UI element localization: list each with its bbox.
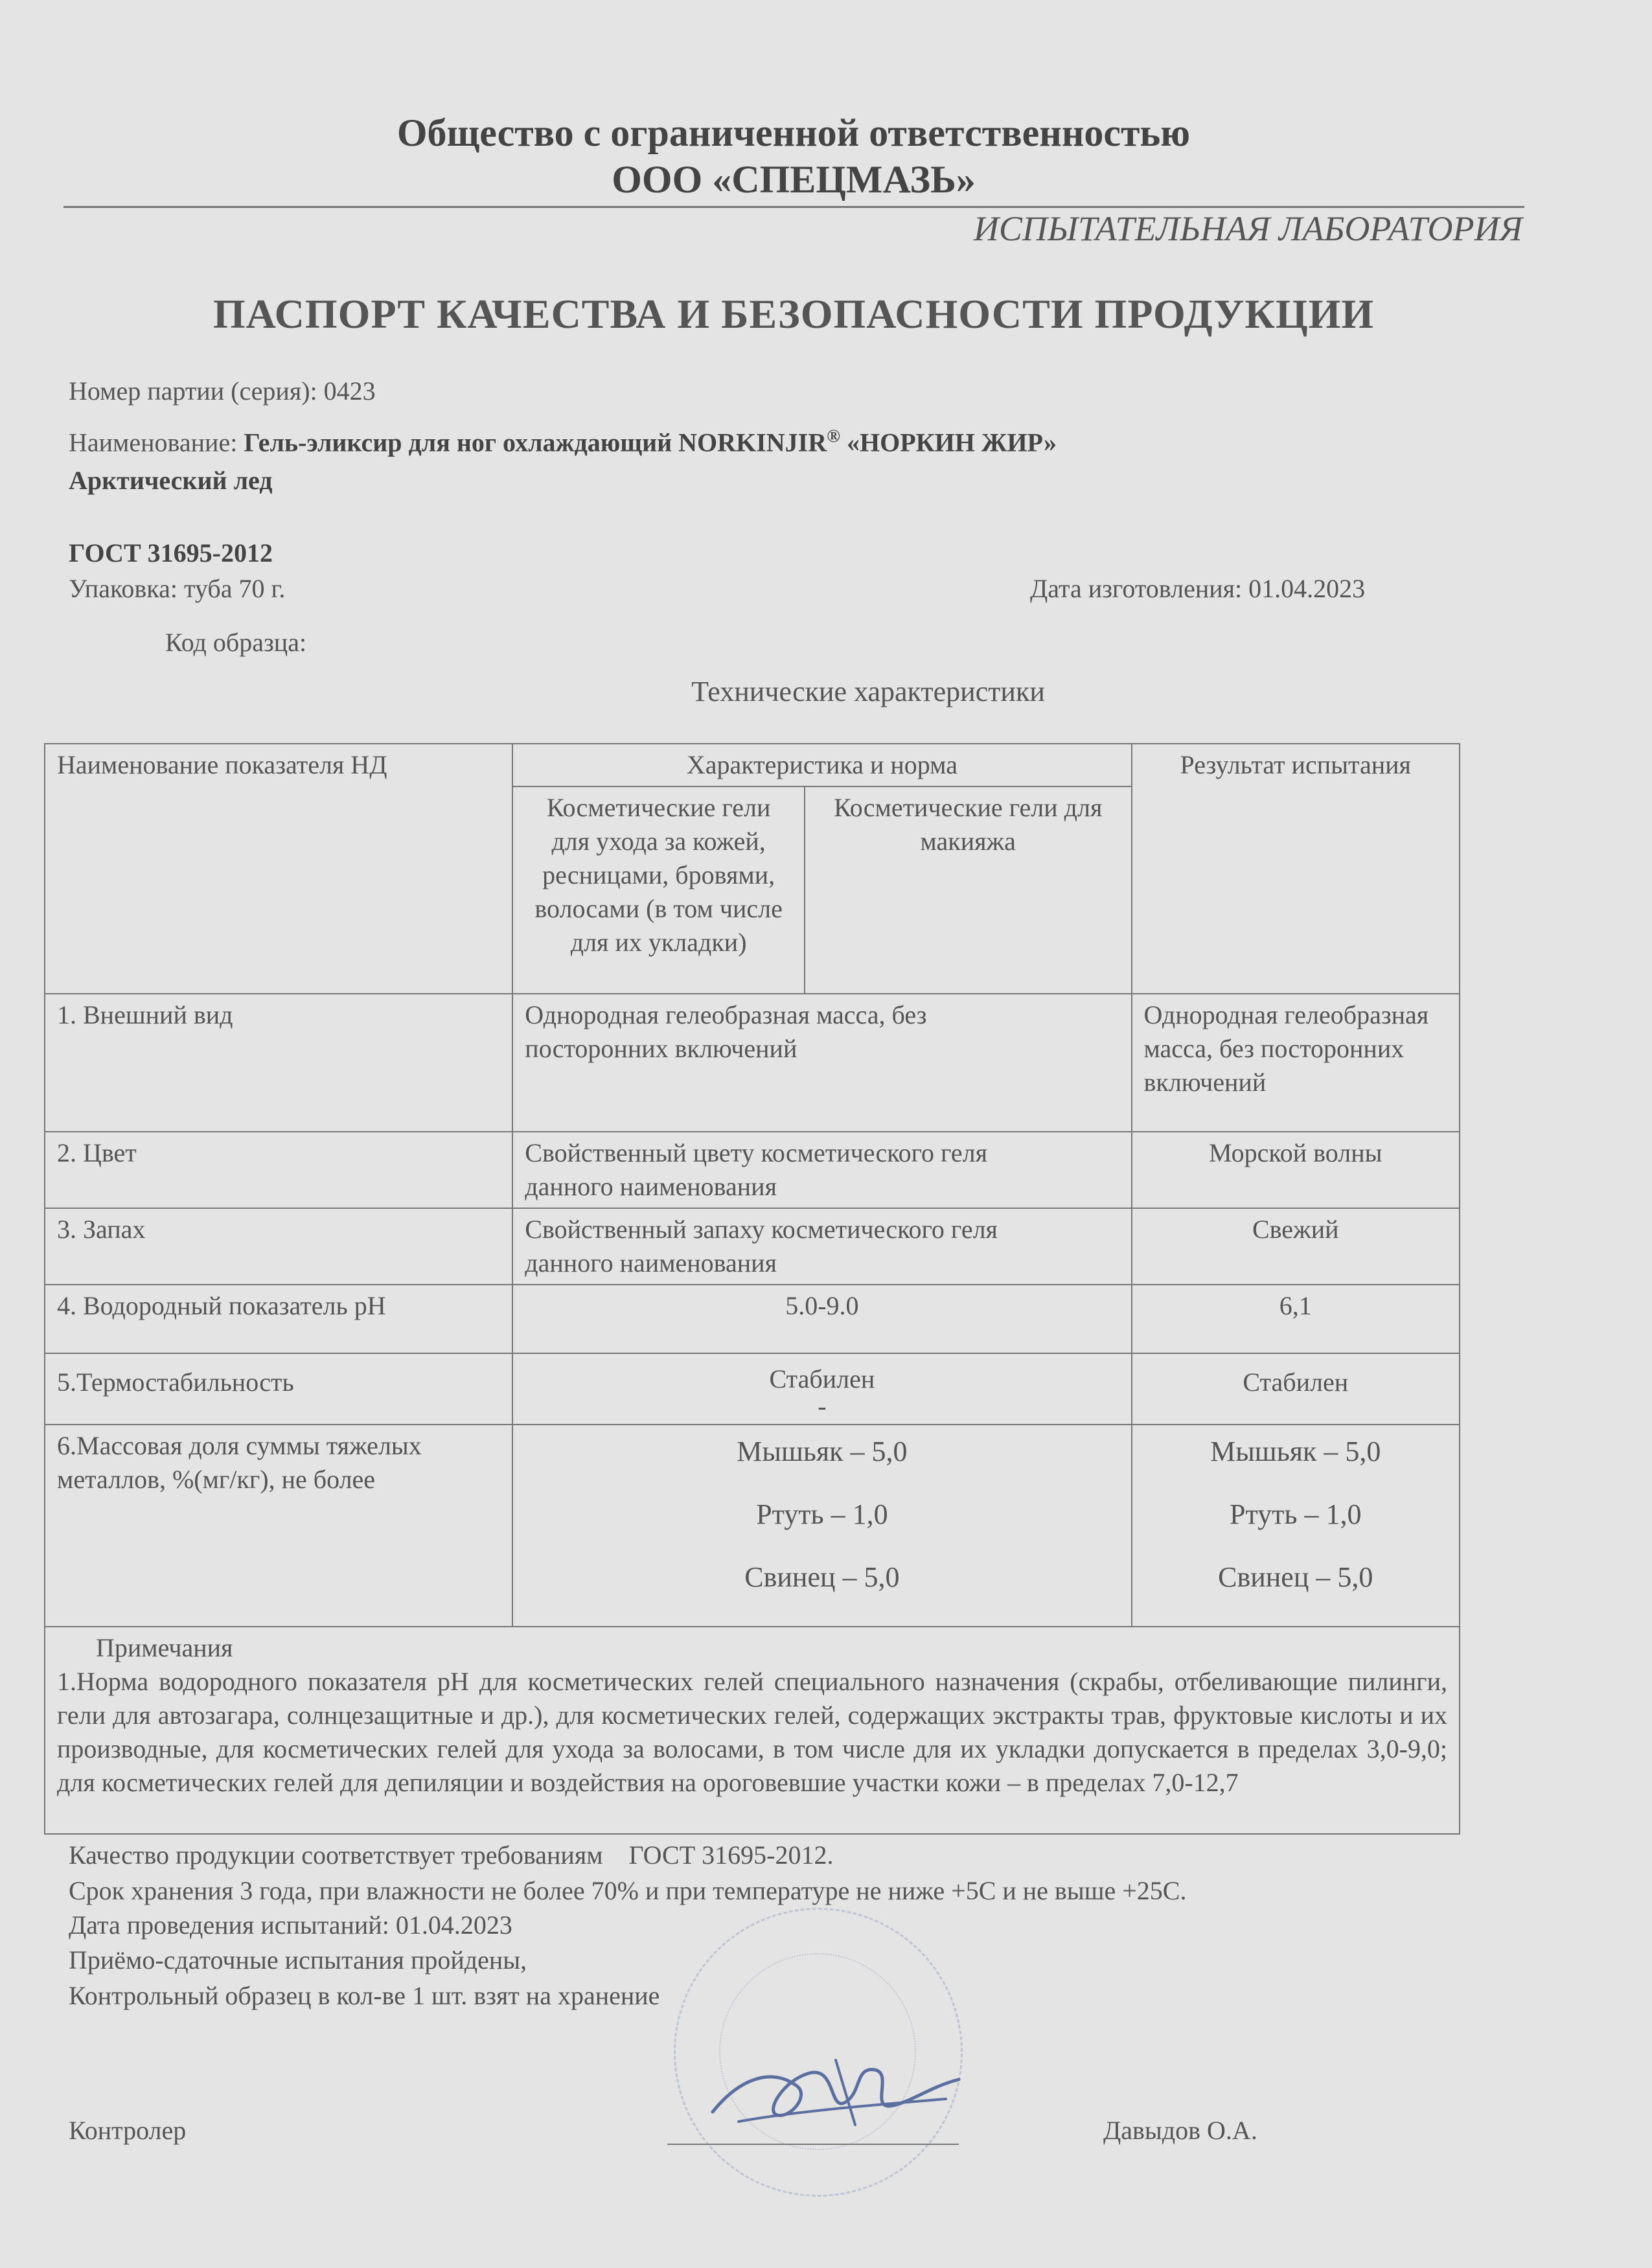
gost-code: ГОСТ 31695-2012 [69, 538, 273, 567]
registered-mark: ® [827, 426, 840, 446]
lab-name: ИСПЫТАТЕЛЬНАЯ ЛАБОРАТОРИЯ [973, 209, 1522, 248]
notes-row [45, 1627, 1460, 1834]
norm-lead: Свинец – 5,0 [744, 1561, 900, 1594]
header-result: Результат испытания [1132, 744, 1460, 994]
section-title: Технические характеристики [691, 676, 1045, 707]
row-norm: Однородная гелеобразная масса, без посторонних включений [512, 994, 1131, 1132]
test-date: Дата проведения испытаний: 01.04.2023 [69, 1910, 512, 1940]
table-row [45, 1353, 1460, 1425]
table-row [45, 1132, 1460, 1208]
notes-title: Примечания [96, 1632, 233, 1662]
notes-text: 1.Норма водородного показателя pH для косметических гелей специального назначения (скрабы, отбеливающие пилинги, гели для автозагара, солнцезащитные и др.), для косметических гелей, содержащих экстракты трав, фруктовые кислоты и их производные, для косметических гелей для ухода за волосами, в том числе для их укладки допускается в пределах 3,0-9,0; для косметических гелей для депиляции и воздействия на ороговевшие участки кожи – в пределах 7,0-12,7 [57, 1666, 1447, 1797]
subheader-makeup: Косметические гели для макияжа [805, 786, 1132, 994]
quality-statement: Качество продукции соответствует требованиям ГОСТ 31695-2012. [69, 1840, 834, 1870]
table-row [45, 1425, 1460, 1627]
storage-statement: Срок хранения 3 года, при влажности не более 70% и при температуре не ниже +5С и не выше +25С. [69, 1876, 1187, 1905]
row-param: 1. Внешний вид [45, 994, 512, 1132]
row-norm: Свойственный цвету косметического геля данного наименования [512, 1132, 1131, 1208]
header-param: Наименование показателя НД [45, 744, 512, 994]
table-row [45, 1285, 1460, 1353]
sample-code: Код образца: [165, 628, 307, 657]
signature-line [667, 2144, 959, 2145]
org-name: Общество с ограниченной ответственностью [396, 111, 1191, 154]
row-norm-value: Стабилен [769, 1364, 875, 1393]
row-norm [512, 1353, 1131, 1425]
controller-label: Контролер [69, 2116, 187, 2145]
product-name-line [69, 426, 1057, 457]
package-info: Упаковка: туба 70 г. [69, 574, 286, 603]
row-result: 6,1 [1132, 1285, 1460, 1353]
norm-arsenic: Мышьяк – 5,0 [737, 1436, 908, 1467]
control-sample-statement: Контрольный образец в кол-ве 1 шт. взят на хранение [69, 1981, 660, 2010]
row-norm: 5.0-9.0 [512, 1285, 1131, 1353]
product-name-label: Наименование: [69, 428, 244, 457]
header-divider [63, 206, 1524, 208]
controller-name: Давыдов О.А. [1103, 2116, 1257, 2145]
row-param: 5.Термостабильность [45, 1353, 512, 1425]
table-row [45, 1208, 1460, 1285]
row-norm: Свойственный запаху косметического геля данного наименования [512, 1208, 1131, 1285]
result-mercury: Ртуть – 1,0 [1230, 1498, 1362, 1531]
row-norm-metals [512, 1425, 1131, 1627]
row-norm-dash: - [818, 1392, 827, 1421]
acceptance-statement: Приёмо-сдаточные испытания пройдены, [69, 1945, 527, 1975]
row-result: Морской волны [1132, 1132, 1460, 1208]
row-param: 2. Цвет [45, 1132, 512, 1208]
product-name-brand: «НОРКИН ЖИР» [840, 428, 1057, 457]
table-row [45, 994, 1460, 1132]
table-header-row [45, 744, 1460, 786]
result-arsenic: Мышьяк – 5,0 [1210, 1436, 1381, 1467]
product-name-line2: Арктический лед [69, 466, 273, 495]
row-param: 3. Запах [45, 1208, 512, 1285]
org-short-name: ООО «СПЕЦМАЗЬ» [612, 158, 976, 201]
document-title: ПАСПОРТ КАЧЕСТВА И БЕЗОПАСНОСТИ ПРОДУКЦИИ [212, 291, 1375, 337]
notes-cell [45, 1627, 1460, 1834]
signature [700, 2041, 972, 2144]
row-param: 4. Водородный показатель pH [45, 1285, 512, 1353]
norm-mercury: Ртуть – 1,0 [756, 1498, 888, 1531]
product-name-value: Гель-эликсир для ног охлаждающий NORKINJIR [244, 428, 827, 457]
manufacture-date: Дата изготовления: 01.04.2023 [1030, 574, 1366, 603]
row-param: 6.Массовая доля суммы тяжелых металлов, %(мг/кг), не более [45, 1425, 512, 1627]
row-result: Стабилен [1132, 1353, 1460, 1425]
header-norm: Характеристика и норма [512, 744, 1131, 786]
row-result-metals [1132, 1425, 1460, 1627]
row-result: Однородная гелеобразная масса, без посторонних включений [1132, 994, 1460, 1132]
row-result: Свежий [1132, 1208, 1460, 1285]
batch-label: Номер партии (серия): [69, 376, 324, 406]
batch-value: 0423 [323, 376, 376, 406]
result-lead: Свинец – 5,0 [1218, 1561, 1373, 1594]
batch-line [69, 376, 376, 406]
subheader-care: Косметические гели для ухода за кожей, ресницами, бровями, волосами (в том числе для их укладки) [512, 786, 805, 994]
spec-table [44, 743, 1460, 1835]
